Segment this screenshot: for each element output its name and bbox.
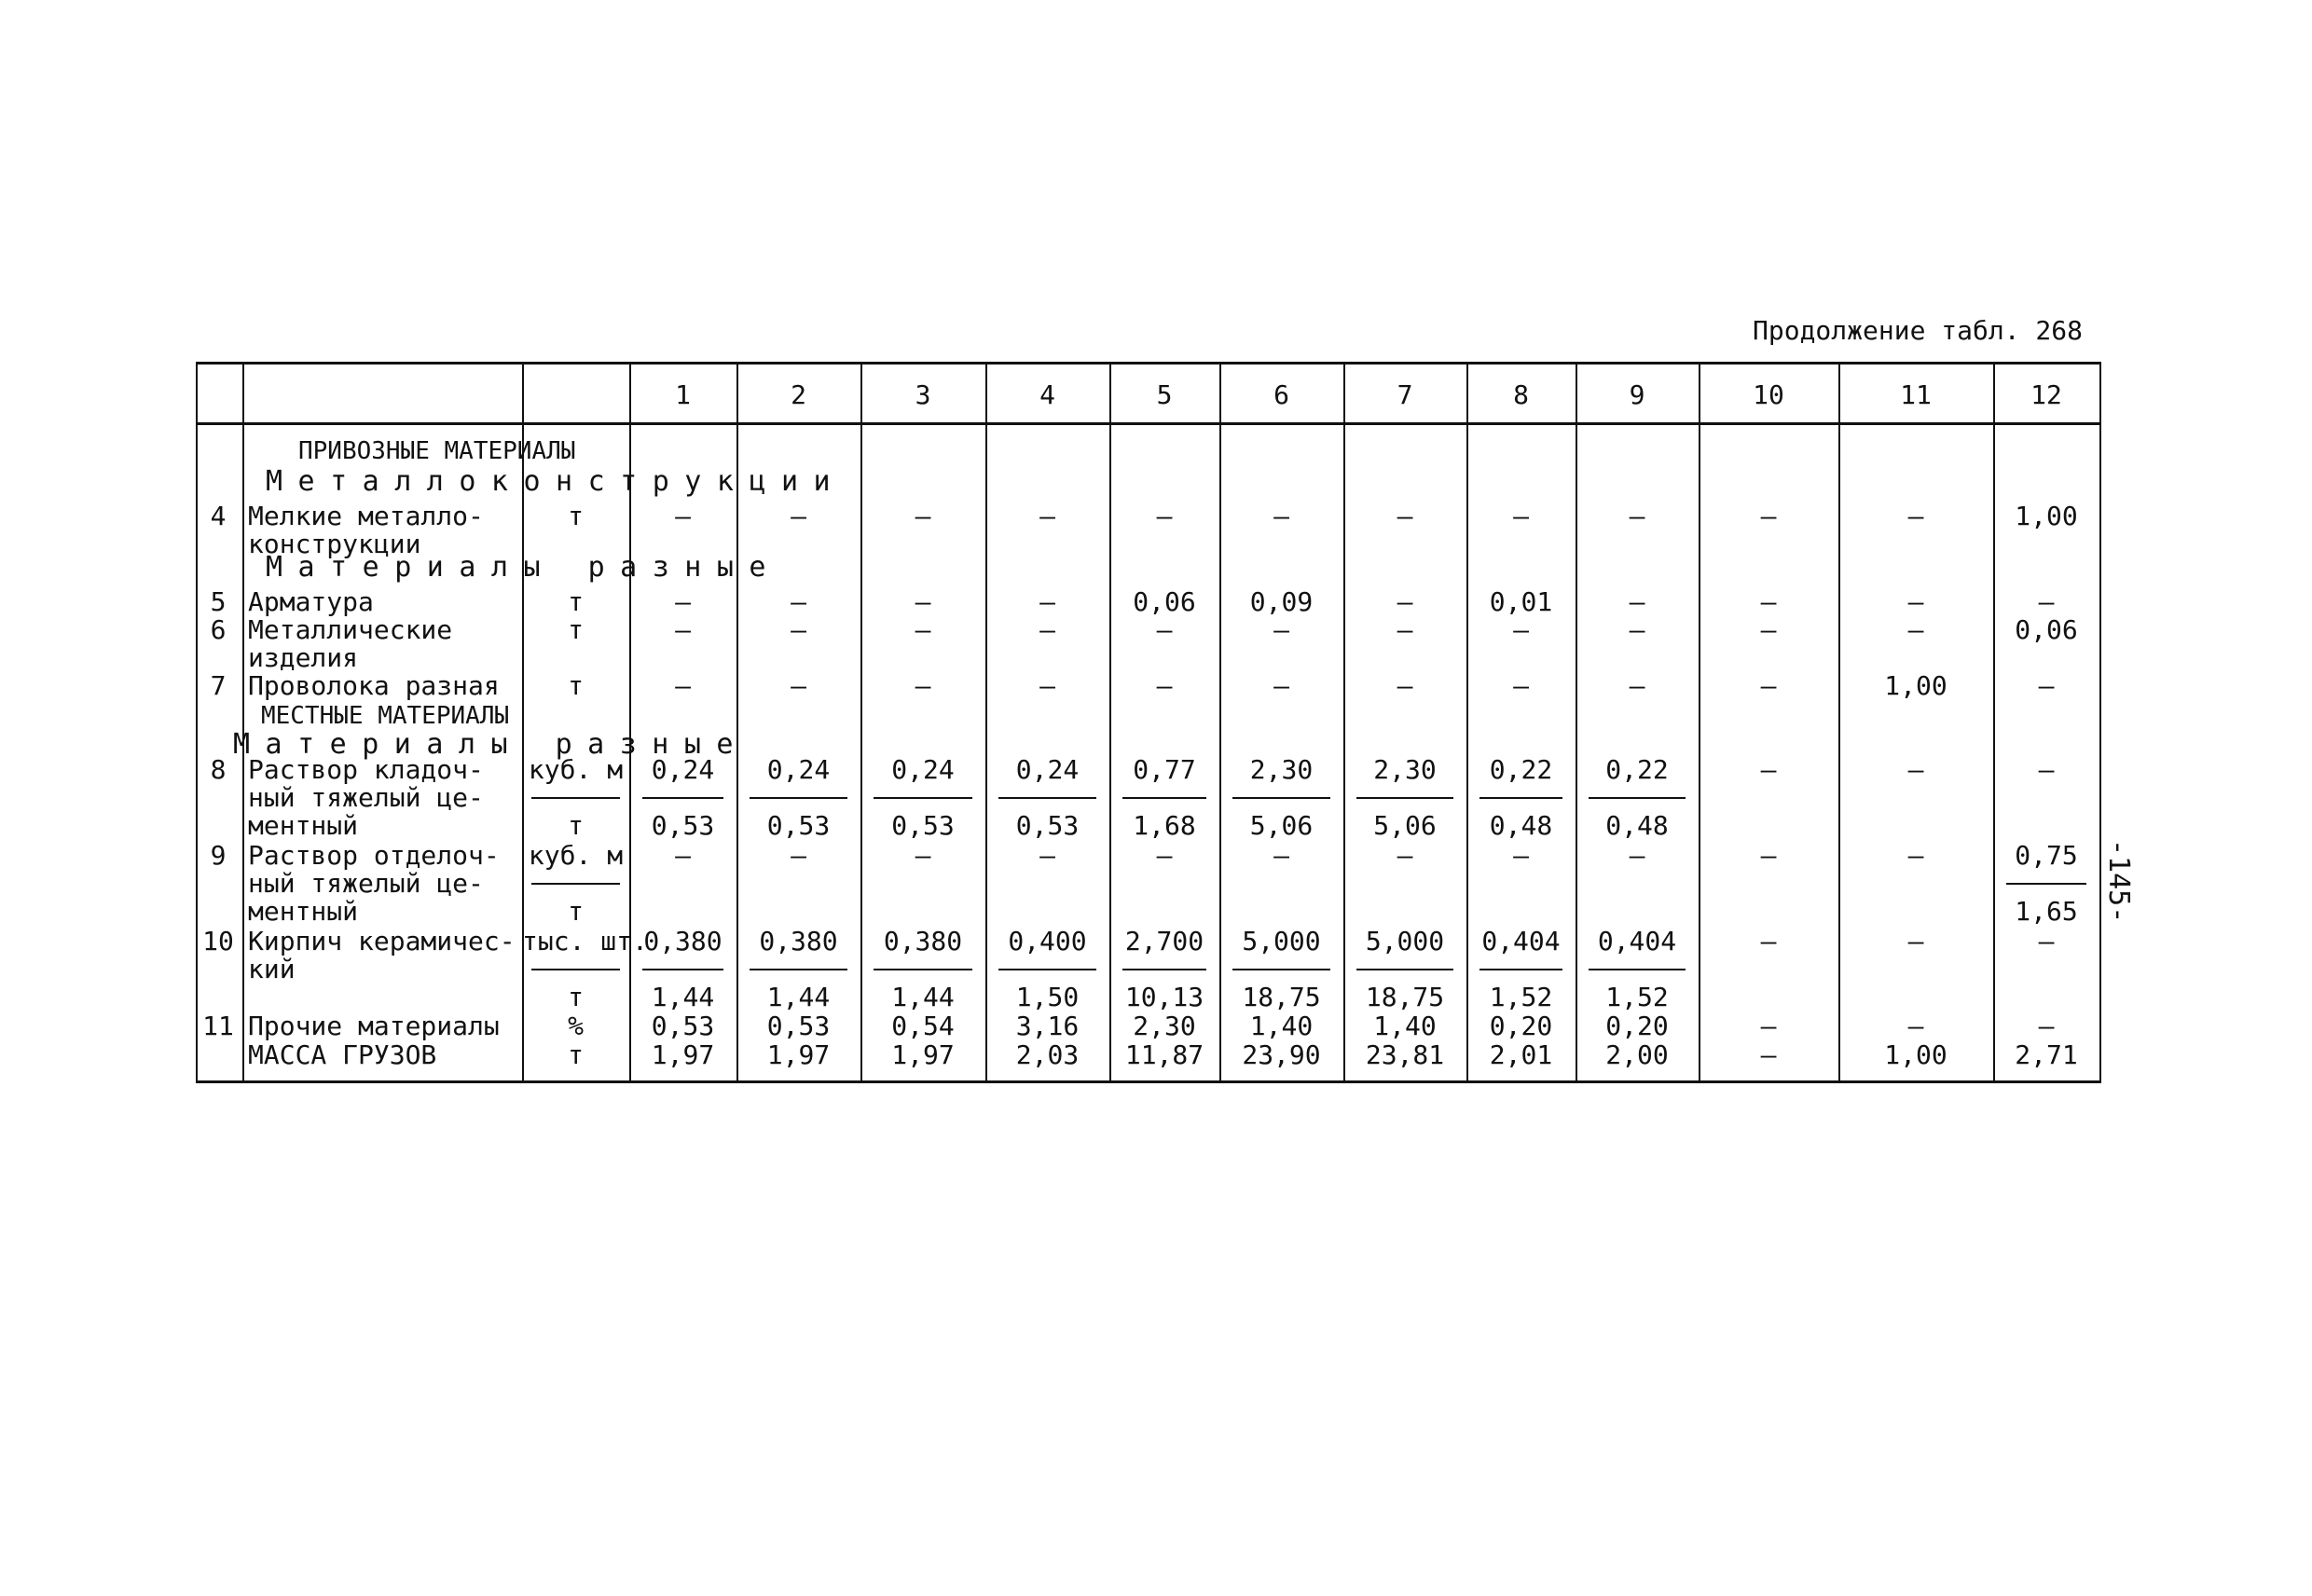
column-rule [985, 365, 987, 1080]
cell-value: 0,400 [1008, 926, 1087, 956]
cell-value: – [1760, 1039, 1777, 1070]
cell-value: – [1513, 614, 1529, 645]
material-name: изделия [248, 642, 359, 673]
cell-value: 10,13 [1124, 982, 1204, 1012]
cell-value: 3,16 [1015, 1011, 1080, 1041]
cell-value: 0,01 [1489, 586, 1553, 617]
section-heading-imported: ПРИВОЗНЫЕ МАТЕРИАЛЫ [298, 437, 576, 465]
cell-value: – [1039, 614, 1055, 645]
material-name: МАССА ГРУЗОВ [248, 1039, 437, 1070]
cell-value: – [1273, 840, 1289, 871]
material-table [196, 362, 2101, 1083]
column-rule [1219, 365, 1221, 1080]
cell-value: – [1629, 670, 1645, 701]
fraction-rule [1479, 969, 1562, 970]
cell-value: – [1397, 670, 1413, 701]
cell-value: – [1156, 501, 1173, 531]
column-rule [1699, 365, 1700, 1080]
cell-value: – [1907, 840, 1924, 871]
unit-label: т [568, 586, 584, 617]
fraction-rule [1122, 797, 1206, 799]
fraction-rule [531, 969, 620, 970]
cell-value: 0,22 [1489, 754, 1553, 785]
cell-value: – [1513, 670, 1529, 701]
material-name: Прочие материалы [248, 1011, 500, 1041]
cell-value: – [1039, 840, 1055, 871]
cell-value: 23,90 [1242, 1039, 1321, 1070]
cell-value: 1,65 [2015, 896, 2078, 927]
cell-value: – [1273, 501, 1289, 531]
column-number: 1 [675, 379, 691, 410]
column-number: 3 [915, 379, 931, 410]
cell-value: 2,30 [1373, 754, 1437, 785]
column-number: 7 [1397, 379, 1413, 410]
cell-value: 0,24 [1015, 754, 1080, 785]
material-name: Арматура [248, 586, 374, 617]
fraction-rule [2006, 883, 2086, 885]
cell-value: – [1273, 670, 1289, 701]
cell-value: – [1039, 586, 1055, 617]
cell-value: – [1397, 840, 1413, 871]
column-number: 11 [1900, 379, 1932, 410]
cell-value: 2,00 [1605, 1039, 1669, 1070]
column-number: 8 [1513, 379, 1529, 410]
cell-value: – [1907, 754, 1924, 785]
fraction-rule [1479, 797, 1562, 799]
unit-label: т [568, 982, 584, 1012]
unit-label: тыс. шт. [522, 926, 648, 956]
cell-value: 2,71 [2015, 1039, 2078, 1070]
cell-value: – [1907, 926, 1924, 956]
cell-value: – [1629, 614, 1645, 645]
column-rule [2099, 365, 2101, 1080]
fraction-rule [531, 883, 620, 885]
cell-value: – [675, 501, 691, 531]
cell-value: 18,75 [1242, 982, 1321, 1012]
cell-value: 1,97 [891, 1039, 955, 1070]
material-name: Металлические [248, 614, 453, 645]
unit-label: куб. м [528, 840, 624, 871]
cell-value: – [1760, 840, 1777, 871]
unit-label: т [568, 1039, 584, 1070]
cell-value: – [2038, 754, 2055, 785]
column-number: 9 [1629, 379, 1645, 410]
cell-value: 0,54 [891, 1011, 955, 1041]
unit-label: т [568, 896, 584, 927]
cell-value: 0,53 [651, 810, 715, 841]
cell-value: – [2038, 1011, 2055, 1041]
cell-value: 1,68 [1133, 810, 1196, 841]
cell-value: 2,30 [1133, 1011, 1196, 1041]
cell-value: 5,06 [1373, 810, 1437, 841]
cell-value: 0,53 [1015, 810, 1080, 841]
cell-value: 1,52 [1489, 982, 1553, 1012]
cell-value: – [675, 586, 691, 617]
fraction-rule [874, 969, 972, 970]
cell-value: 0,09 [1249, 586, 1314, 617]
material-name: ментный [248, 810, 359, 841]
cell-value: 1,40 [1373, 1011, 1437, 1041]
column-number: 4 [1039, 379, 1055, 410]
cell-value: – [1039, 501, 1055, 531]
column-number: 12 [2030, 379, 2062, 410]
row-number: 9 [210, 840, 227, 871]
cell-value: – [1760, 1011, 1777, 1041]
row-number: 4 [210, 501, 227, 531]
cell-value: 0,53 [891, 810, 955, 841]
fraction-rule [1356, 969, 1453, 970]
column-rule [1109, 365, 1111, 1080]
fraction-rule [1589, 969, 1686, 970]
cell-value: 1,00 [1884, 670, 1947, 701]
cell-value: 1,52 [1605, 982, 1669, 1012]
cell-value: 5,06 [1249, 810, 1314, 841]
cell-value: 0,06 [1133, 586, 1196, 617]
cell-value: 0,53 [766, 810, 831, 841]
material-name: конструкции [248, 529, 421, 559]
material-name: Раствор отделоч- [248, 840, 500, 871]
cell-value: 0,404 [1481, 926, 1561, 956]
unit-label: т [568, 810, 584, 841]
column-rule [1838, 365, 1840, 1080]
cell-value: 0,53 [651, 1011, 715, 1041]
material-name: ментный [248, 896, 359, 927]
cell-value: 0,06 [2015, 614, 2078, 645]
fraction-rule [874, 797, 972, 799]
cell-value: 0,24 [766, 754, 831, 785]
cell-value: – [1273, 614, 1289, 645]
cell-value: 0,24 [651, 754, 715, 785]
cell-value: – [1513, 501, 1529, 531]
section-heading-misc-local: Материалы разные [233, 728, 749, 761]
fraction-rule [1122, 969, 1206, 970]
cell-value: 0,75 [2015, 840, 2078, 871]
fraction-rule [998, 969, 1096, 970]
cell-value: – [915, 614, 931, 645]
unit-label: т [568, 670, 584, 701]
cell-value: – [1156, 840, 1173, 871]
cell-value: – [1397, 614, 1413, 645]
fraction-rule [531, 797, 620, 799]
column-number: 10 [1753, 379, 1784, 410]
cell-value: 2,01 [1489, 1039, 1553, 1070]
cell-value: 11,87 [1124, 1039, 1204, 1070]
cell-value: 1,44 [766, 982, 831, 1012]
cell-value: – [1907, 614, 1924, 645]
section-heading-misc: Материалы разные [266, 551, 781, 584]
cell-value: – [1629, 586, 1645, 617]
row-number: 8 [210, 754, 227, 785]
column-rule [1993, 365, 1995, 1080]
cell-value: – [915, 670, 931, 701]
cell-value: – [1513, 840, 1529, 871]
cell-value: – [915, 501, 931, 531]
cell-value: 0,20 [1605, 1011, 1669, 1041]
cell-value: – [915, 586, 931, 617]
fraction-rule [1232, 969, 1330, 970]
cell-value: – [791, 670, 806, 701]
cell-value: – [791, 614, 806, 645]
cell-value: – [1397, 501, 1413, 531]
column-rule [1466, 365, 1468, 1080]
cell-value: – [1629, 501, 1645, 531]
fraction-rule [750, 969, 847, 970]
cell-value: – [1907, 1011, 1924, 1041]
cell-value: – [791, 501, 806, 531]
cell-value: – [1760, 501, 1777, 531]
cell-value: 0,404 [1597, 926, 1677, 956]
cell-value: – [675, 670, 691, 701]
cell-value: 5,000 [1365, 926, 1445, 956]
cell-value: – [1760, 614, 1777, 645]
cell-value: 1,44 [651, 982, 715, 1012]
cell-value: – [1760, 586, 1777, 617]
material-name: Проволока разная [248, 670, 500, 701]
unit-label: т [568, 614, 584, 645]
table-caption: Продолжение табл. 268 [1753, 315, 2084, 346]
cell-value: – [1760, 754, 1777, 785]
material-name: ный тяжелый це- [248, 868, 484, 899]
row-number: 10 [202, 926, 234, 956]
material-name: кий [248, 954, 296, 984]
fraction-rule [750, 797, 847, 799]
cell-value: – [675, 840, 691, 871]
fraction-rule [1589, 797, 1686, 799]
material-name: Кирпич керамичес- [248, 926, 516, 956]
cell-value: 0,20 [1489, 1011, 1553, 1041]
column-number: 2 [791, 379, 806, 410]
fraction-rule [1356, 797, 1453, 799]
unit-label: т [568, 501, 584, 531]
cell-value: – [1039, 670, 1055, 701]
cell-value: 0,24 [891, 754, 955, 785]
unit-label: % [568, 1011, 584, 1041]
column-rule [1343, 365, 1345, 1080]
column-rule [196, 365, 198, 1080]
cell-value: 1,40 [1249, 1011, 1314, 1041]
row-number: 5 [210, 586, 227, 617]
row-number: 7 [210, 670, 227, 701]
cell-value: 0,53 [766, 1011, 831, 1041]
cell-value: 0,380 [759, 926, 838, 956]
cell-value: – [791, 840, 806, 871]
section-heading-metal: Металлоконструкции [266, 465, 846, 498]
material-name: ный тяжелый це- [248, 782, 484, 813]
page-number: -145- [2102, 839, 2135, 924]
cell-value: – [1760, 926, 1777, 956]
cell-value: 0,48 [1489, 810, 1553, 841]
cell-value: 0,22 [1605, 754, 1669, 785]
cell-value: 5,000 [1242, 926, 1321, 956]
header-rule [196, 422, 2101, 425]
cell-value: – [1156, 614, 1173, 645]
column-rule [242, 365, 244, 1080]
cell-value: 2,700 [1124, 926, 1204, 956]
unit-label: куб. м [528, 754, 624, 785]
cell-value: – [791, 586, 806, 617]
fraction-rule [642, 797, 723, 799]
material-name: Мелкие металло- [248, 501, 484, 531]
fraction-rule [998, 797, 1096, 799]
cell-value: 2,30 [1249, 754, 1314, 785]
section-heading-local: МЕСТНЫЕ МАТЕРИАЛЫ [261, 702, 510, 730]
column-rule [860, 365, 862, 1080]
cell-value: 1,97 [651, 1039, 715, 1070]
cell-value: – [1156, 670, 1173, 701]
cell-value: 1,50 [1015, 982, 1080, 1012]
cell-value: – [2038, 586, 2055, 617]
row-number: 11 [202, 1011, 234, 1041]
cell-value: 0,77 [1133, 754, 1196, 785]
material-name: Раствор кладоч- [248, 754, 484, 785]
cell-value: 2,03 [1015, 1039, 1080, 1070]
cell-value: – [1760, 670, 1777, 701]
cell-value: 1,44 [891, 982, 955, 1012]
cell-value: – [1907, 501, 1924, 531]
column-rule [1576, 365, 1577, 1080]
cell-value: – [2038, 670, 2055, 701]
cell-value: – [1907, 586, 1924, 617]
fraction-rule [1232, 797, 1330, 799]
cell-value: 1,00 [2015, 501, 2078, 531]
cell-value: 18,75 [1365, 982, 1445, 1012]
cell-value: 0,48 [1605, 810, 1669, 841]
cell-value: – [1629, 840, 1645, 871]
cell-value: 1,97 [766, 1039, 831, 1070]
row-number: 6 [210, 614, 227, 645]
cell-value: – [2038, 926, 2055, 956]
cell-value: 23,81 [1365, 1039, 1445, 1070]
cell-value: 1,00 [1884, 1039, 1947, 1070]
cell-value: – [675, 614, 691, 645]
cell-value: 0,380 [643, 926, 722, 956]
column-number: 6 [1273, 379, 1289, 410]
column-number: 5 [1156, 379, 1173, 410]
cell-value: – [1397, 586, 1413, 617]
cell-value: 0,380 [883, 926, 963, 956]
fraction-rule [642, 969, 723, 970]
cell-value: – [915, 840, 931, 871]
